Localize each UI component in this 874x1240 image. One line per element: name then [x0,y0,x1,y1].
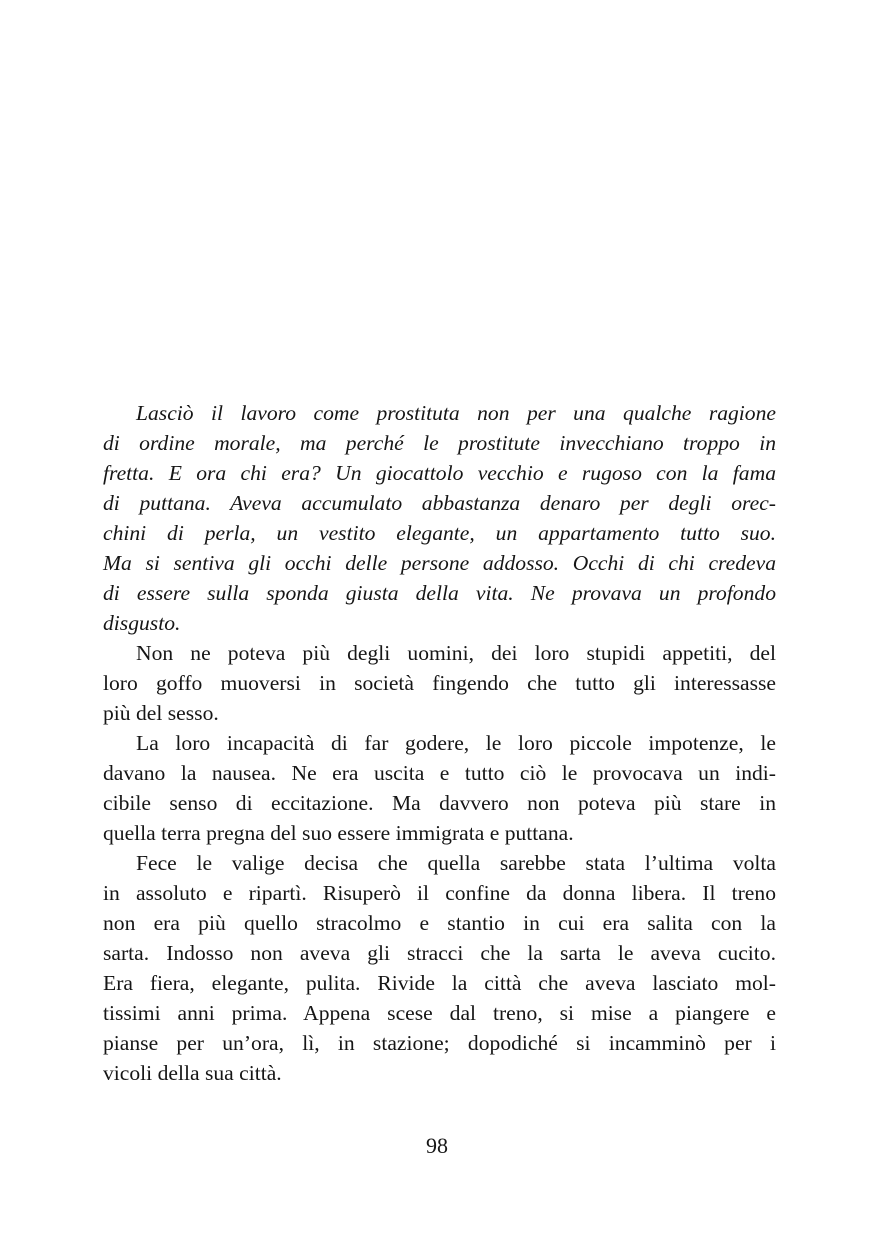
text-line: Era fiera, elegante, pulita. Rivide la città che aveva lasciato mol- [103,971,776,995]
paragraph [103,398,776,638]
text-line: di essere sulla sponda giusta della vita. Ne provava un profondo [103,581,776,605]
text-line: vicoli della sua città. [103,1061,282,1085]
text-line: tissimi anni prima. Appena scese dal treno, si mise a piangere e [103,1001,776,1025]
text-line: Non ne poteva più degli uomini, dei loro stupidi appetiti, del [136,641,776,665]
text-line: loro goffo muoversi in società fingendo che tutto gli interessasse [103,671,776,695]
text-line: chini di perla, un vestito elegante, un appartamento tutto suo. [103,521,776,545]
text-line: Ma si sentiva gli occhi delle persone addosso. Occhi di chi credeva [103,551,776,575]
text-line: Fece le valige decisa che quella sarebbe stata l’ultima volta [136,851,776,875]
text-line: di ordine morale, ma perché le prostitute invecchiano troppo in [103,431,776,455]
text-line: fretta. E ora chi era? Un giocattolo vecchio e rugoso con la fama [103,461,776,485]
text-line: di puttana. Aveva accumulato abbastanza denaro per degli orec- [103,491,776,515]
text-line: Lasciò il lavoro come prostituta non per una qualche ragione [136,401,776,425]
text-block [103,398,776,1088]
text-line: pianse per un’ora, lì, in stazione; dopodiché si incamminò per i [103,1031,776,1055]
text-line: non era più quello stracolmo e stantio in cui era salita con la [103,911,776,935]
text-line: quella terra pregna del suo essere immigrata e puttana. [103,821,574,845]
text-line: più del sesso. [103,701,219,725]
page-number: 98 [426,1133,448,1158]
paragraph [103,848,776,1088]
text-line: davano la nausea. Ne era uscita e tutto ciò le provocava un indi- [103,761,776,785]
text-line: in assoluto e ripartì. Risuperò il confine da donna libera. Il treno [103,881,776,905]
text-line: disgusto. [103,611,181,635]
paragraph [103,728,776,848]
text-line: cibile senso di eccitazione. Ma davvero non poteva più stare in [103,791,776,815]
paragraph [103,638,776,728]
text-line: sarta. Indosso non aveva gli stracci che la sarta le aveva cucito. [103,941,776,965]
text-line: La loro incapacità di far godere, le loro piccole impotenze, le [136,731,776,755]
